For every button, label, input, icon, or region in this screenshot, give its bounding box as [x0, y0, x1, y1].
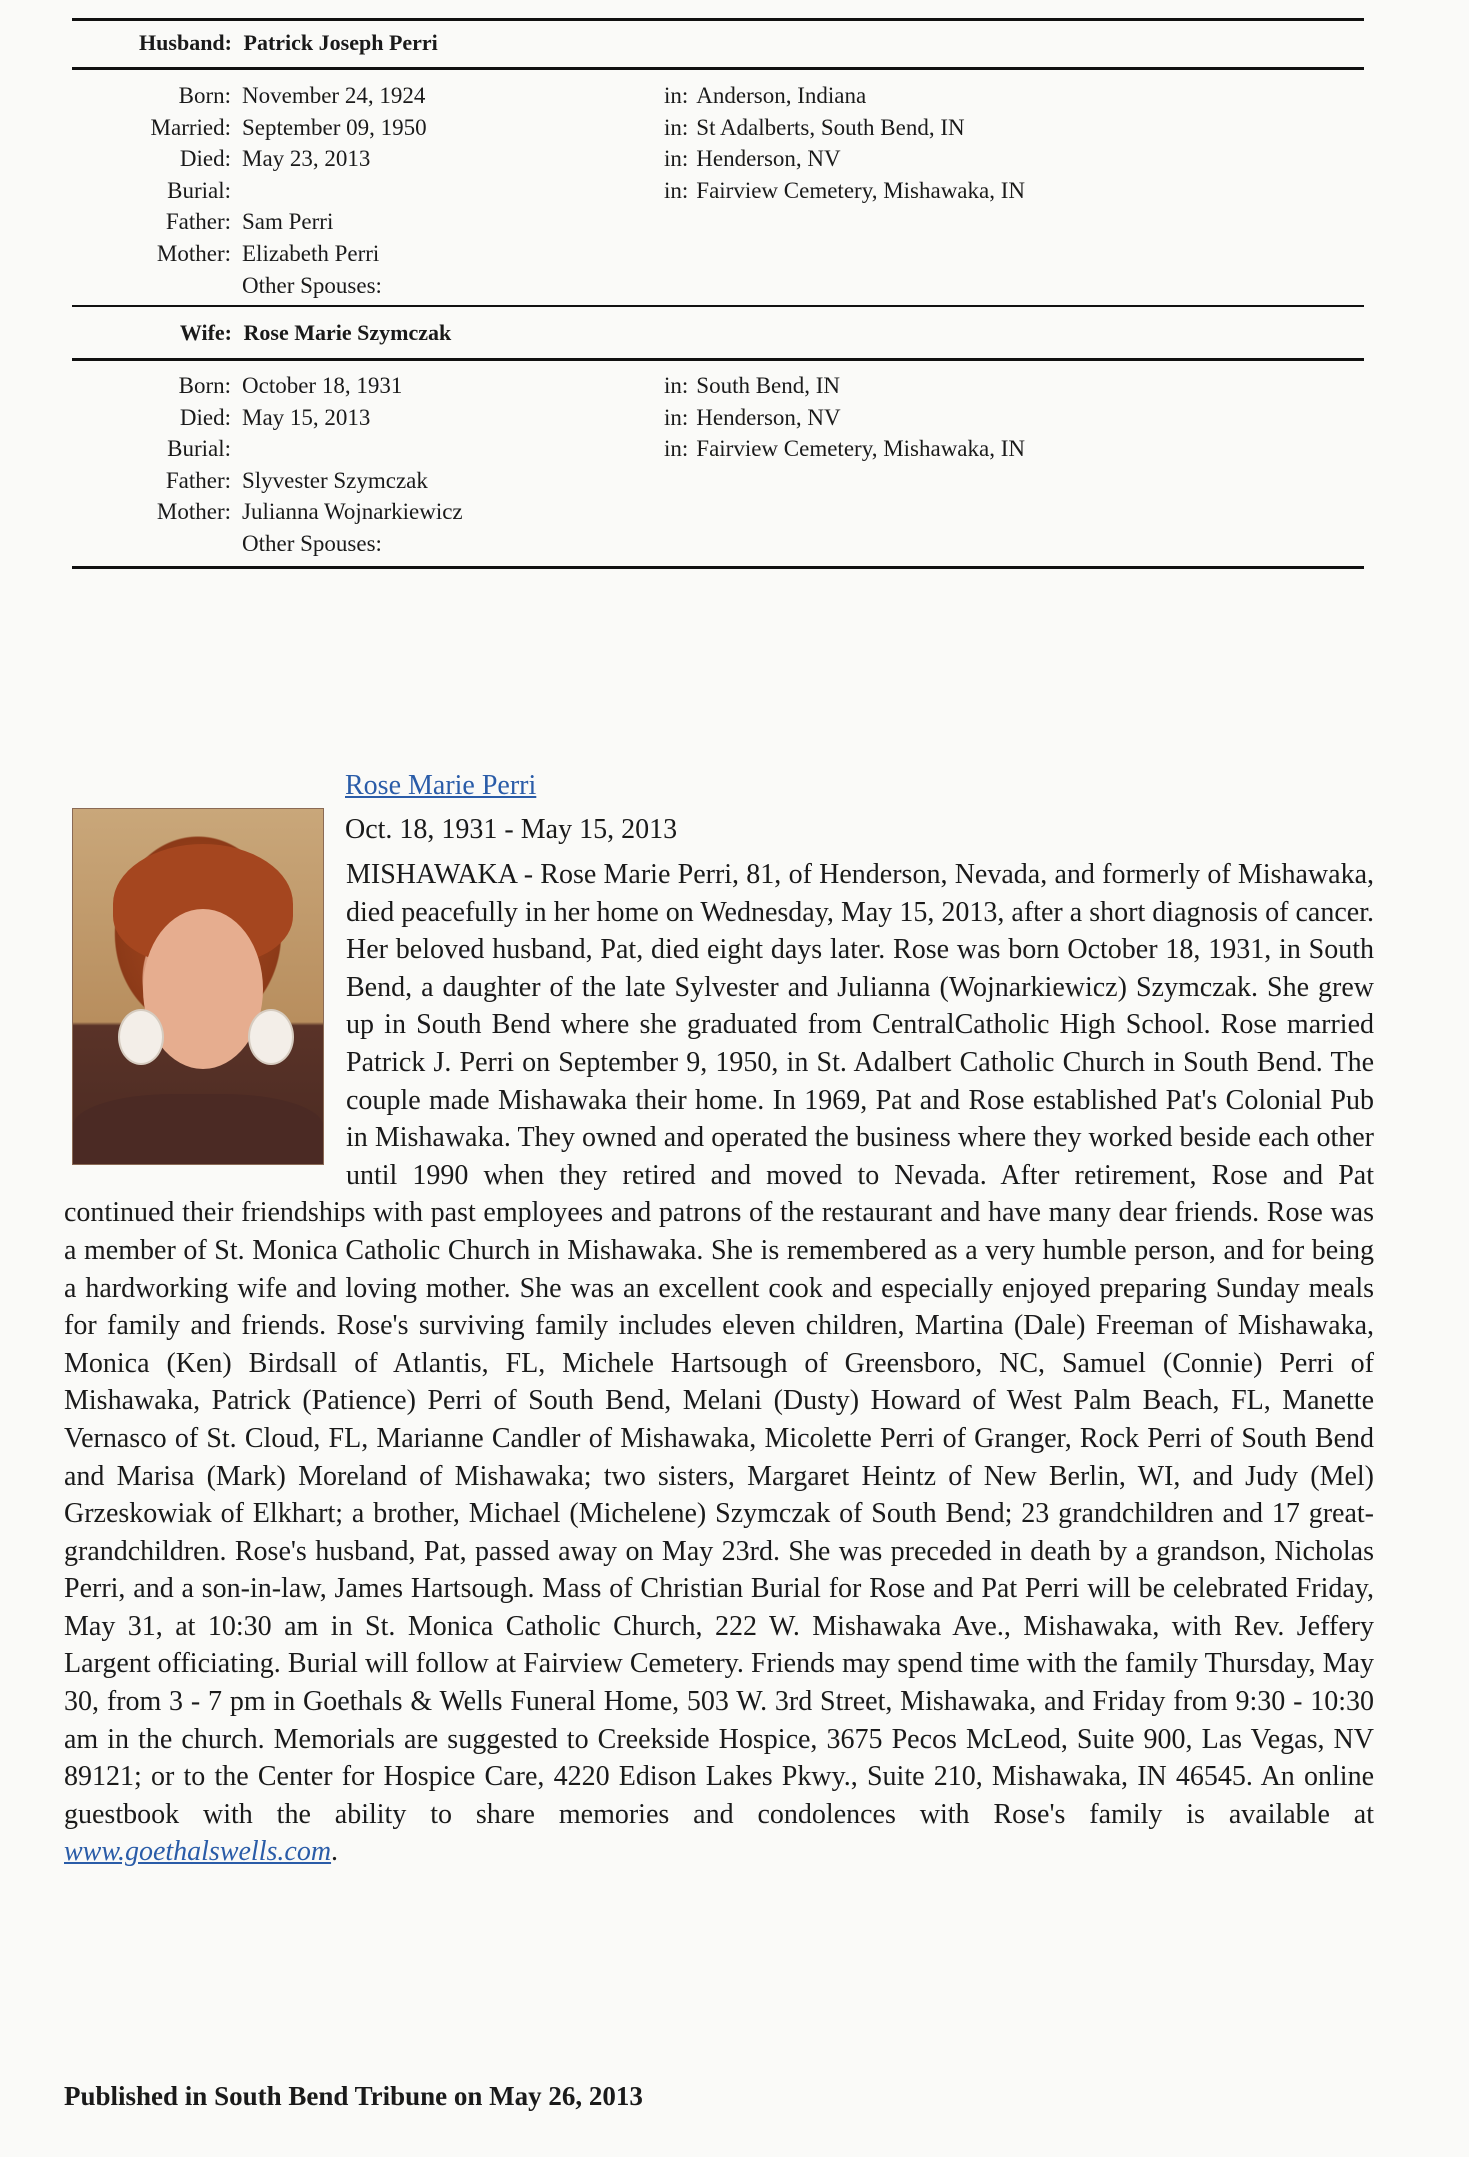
fact-place	[664, 496, 672, 527]
fact-place-in: in:	[664, 146, 689, 172]
wife-name: Rose Marie Szymczak	[243, 320, 452, 345]
guestbook-link[interactable]: www.goethalswells.com	[64, 1836, 332, 1868]
fact-value: September 09, 1950	[242, 114, 427, 140]
fact-value: October 18, 1931	[242, 373, 403, 398]
fact-place-in: in:	[664, 114, 689, 140]
fact-place-text: Henderson, NV	[696, 404, 841, 430]
fact-place	[664, 528, 672, 559]
fact-label: Died:	[179, 146, 231, 172]
fact-place-in: in:	[664, 404, 689, 430]
fact-label: Father:	[165, 209, 231, 235]
husband-heading	[72, 30, 438, 56]
fact-place-text: St Adalberts, South Bend, IN	[696, 114, 965, 140]
fact-label: Mother:	[156, 499, 231, 525]
husband-header-rule	[72, 67, 1364, 70]
fact-value: May 23, 2013	[242, 146, 371, 172]
fact-place-text: South Bend, IN	[696, 373, 841, 398]
fact-value: Other Spouses:	[242, 272, 382, 298]
fact-value: Julianna Wojnarkiewicz	[242, 499, 463, 525]
fact-place-in: in:	[664, 373, 689, 398]
fact-place	[664, 238, 672, 269]
fact-place-text: Anderson, Indiana	[696, 83, 867, 108]
obituary-text: MISHAWAKA - Rose Marie Perri, 81, of Henderson, Nevada, and formerly of Mishawaka, died peacefully in her home on Wednesday, May 15, 2013, after a short diagnosis of cancer. Her beloved husband, Pat, died eight days later. Rose was born October 18, 1931, in South Bend, a daughter of the late Sylvester and Julianna (Wojnarkiewicz) Szymczak. She grew up in South Bend where she graduated from CentralCatholic High School. Rose married Patrick J. Perri on September 9, 1950, in St. Adalbert Catholic Church in South Bend. The couple made Mishawaka their home. In 1969, Pat and Rose established Pat's Colonial Pub in Mishawaka. They owned and operated the business where they worked beside each other until 1990 when they retired and moved to Nevada. After retirement, Rose and Pat continued their friendships with past employees and patrons of the restaurant and have many dear friends. Rose was a member of St. Monica Catholic Church in Mishawaka. She is remembered as a very humble person, and for being a hardworking wife and loving mother. She was an excellent cook and especially enjoyed preparing Sunday meals for family and friends. Rose's surviving family includes eleven children, Martina (Dale) Freeman of Mishawaka, Monica (Ken) Birdsall of Atlantis, FL, Michele Hartsough of Greensboro, NC, Samuel (Connie) Perri of Mishawaka, Patrick (Patience) Perri of South Bend, Melani (Dusty) Howard of West Palm Beach, FL, Manette Vernasco of St. Cloud, FL, Marianne Candler of Mishawaka, Micolette Perri of Granger, Rock Perri of South Bend and Marisa (Mark) Moreland of Mishawaka; two sisters, Margaret Heintz of New Berlin, WI, and Judy (Mel) Grzeskowiak of Elkhart; a brother, Michael (Michelene) Szymczak of South Bend; 23 grandchildren and 17 great-grandchildren. Rose's husband, Pat, passed away on May 23rd. She was preceded in death by a grandson, Nicholas Perri, and a son-in-law, James Hartsough. Mass of Christian Burial for Rose and Pat Perri will be celebrated Friday, May 31, at 10:30 am in St. Monica Catholic Church, 222 W. Mishawaka Ave., Mishawaka, with Rev. Jeffery Largent officiating. Burial will follow at Fairview Cemetery. Friends may spend time with the family Thursday, May 30, from 3 - 7 pm in Goethals & Wells Funeral Home, 503 W. 3rd Street, Mishawaka, and Friday from 9:30 - 10:30 am in the church. Memorials are suggested to Creekside Hospice, 3675 Pecos McLeod, Suite 900, Las Vegas, NV 89121; or to the Center for Hospice Care, 4220 Edison Lakes Pkwy., Suite 210, Mishawaka, IN 46545. An online guestbook with the ability to share memories and condolences with Rose's family is available at	[64, 859, 1374, 1830]
fact-place-in: in:	[664, 83, 689, 108]
fact-place	[664, 433, 1025, 464]
husband-heading-label: Husband:	[139, 30, 232, 55]
top-rule	[72, 18, 1364, 21]
fact-label: Father:	[165, 467, 231, 493]
fact-place-in: in:	[664, 436, 689, 462]
fact-place	[664, 143, 841, 174]
fact-label: Born:	[178, 373, 231, 398]
fact-place-text: Fairview Cemetery, Mishawaka, IN	[696, 436, 1025, 462]
fact-place-text: Fairview Cemetery, Mishawaka, IN	[696, 177, 1025, 203]
fact-place	[664, 112, 965, 143]
fact-label: Married:	[150, 114, 231, 140]
fact-value: Slyvester Szymczak	[242, 467, 428, 493]
fact-place	[664, 465, 672, 496]
fact-value: Sam Perri	[242, 209, 334, 235]
fact-label: Burial:	[167, 177, 231, 203]
husband-name: Patrick Joseph Perri	[243, 30, 438, 55]
fact-place	[664, 370, 840, 401]
fact-place	[664, 80, 866, 111]
fact-place	[664, 402, 841, 433]
fact-label: Mother:	[156, 241, 231, 266]
fact-label: Born:	[178, 83, 231, 108]
wife-heading-label: Wife:	[179, 320, 232, 345]
published-line: Published in South Bend Tribune on May 26, 2013	[64, 2081, 643, 2111]
fact-value: Elizabeth Perri	[242, 241, 380, 266]
fact-value: November 24, 1924	[242, 83, 426, 108]
obituary-body	[64, 856, 1374, 1871]
husband-bottom-rule	[72, 305, 1364, 307]
fact-place	[664, 175, 1025, 206]
fact-label: Burial:	[167, 436, 231, 462]
fact-place-in: in:	[664, 177, 689, 203]
fact-place	[664, 206, 672, 237]
wife-bottom-rule	[72, 566, 1364, 569]
fact-place-text: Henderson, NV	[696, 146, 841, 172]
obituary-name-link[interactable]: Rose Marie Perri	[345, 770, 537, 801]
wife-heading	[72, 320, 451, 346]
fact-value: Other Spouses:	[242, 531, 382, 556]
obituary-dates: Oct. 18, 1931 - May 15, 2013	[345, 814, 678, 845]
wife-header-rule	[72, 358, 1364, 361]
fact-place	[664, 270, 672, 301]
fact-value: May 15, 2013	[242, 404, 371, 430]
link-suffix: .	[331, 1836, 339, 1868]
fact-label: Died:	[179, 404, 231, 430]
